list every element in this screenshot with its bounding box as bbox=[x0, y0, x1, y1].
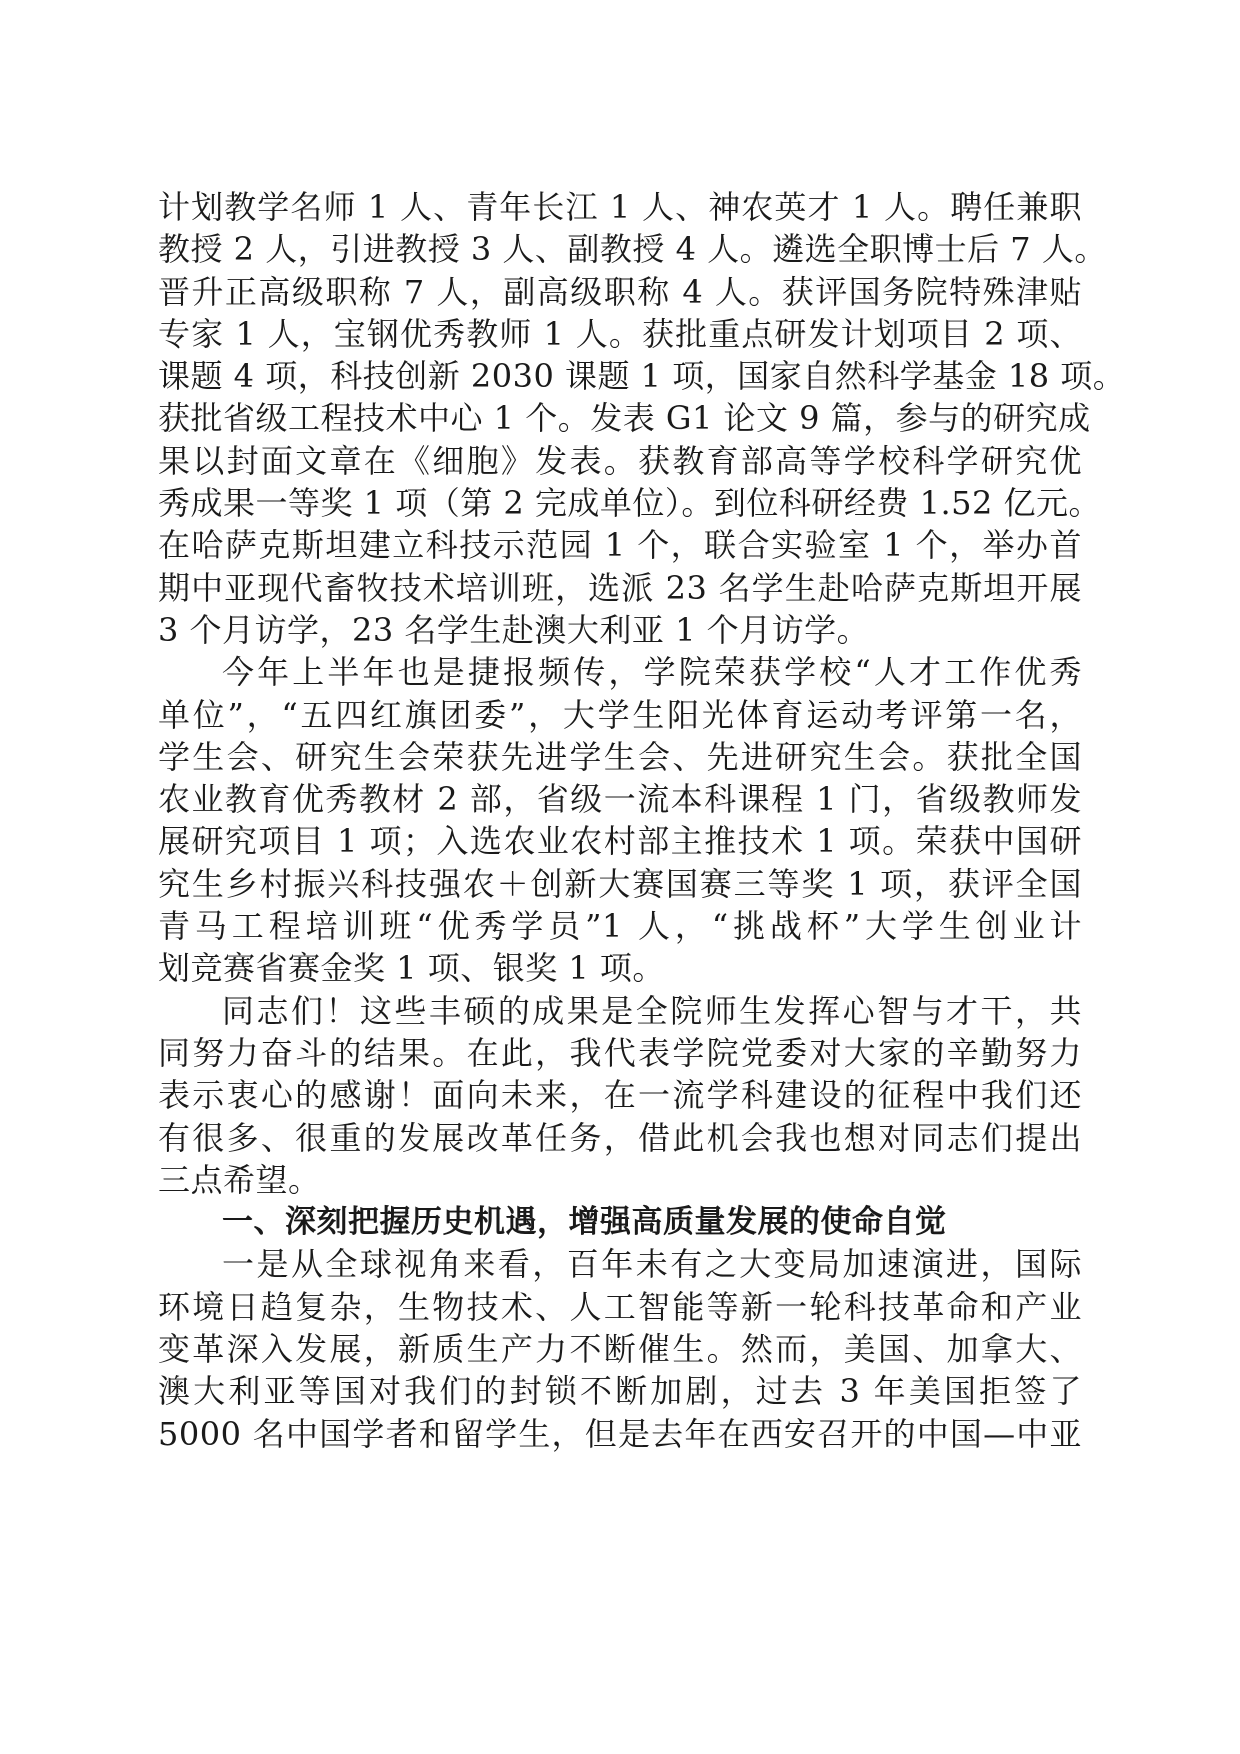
text-line: 3 个月访学，23 名学生赴澳大利亚 1 个月访学。 bbox=[158, 610, 870, 649]
text-line: 展研究项目 1 项；入选农业农村部主推技术 1 项。荣获中国研 bbox=[158, 822, 1082, 861]
text-line: 教授 2 人，引进教授 3 人、副教授 4 人。遴选全职博士后 7 人。 bbox=[158, 230, 1107, 269]
text-line: 一是从全球视角来看，百年未有之大变局加速演进，国际 bbox=[222, 1245, 1082, 1284]
text-line: 环境日趋复杂，生物技术、人工智能等新一轮科技革命和产业 bbox=[158, 1287, 1082, 1326]
text-line: 计划教学名师 1 人、青年长江 1 人、神农英才 1 人。聘任兼职 bbox=[158, 188, 1082, 226]
text-line: 在哈萨克斯坦建立科技示范园 1 个，联合实验室 1 个，举办首 bbox=[158, 526, 1082, 565]
text-line: 专家 1 人，宝钢优秀教师 1 人。获批重点研发计划项目 2 项、 bbox=[158, 314, 1082, 353]
text-line: 学生会、研究生会荣获先进学生会、先进研究生会。获批全国 bbox=[158, 737, 1082, 776]
text-line: 农业教育优秀教材 2 部，省级一流本科课程 1 门，省级教师发 bbox=[158, 780, 1082, 819]
text-line: 期中亚现代畜牧技术培训班，选派 23 名学生赴哈萨克斯坦开展 bbox=[158, 568, 1082, 607]
paragraph-first-half-year bbox=[158, 651, 1082, 989]
text-line: 青马工程培训班“优秀学员”1 人，“挑战杯”大学生创业计 bbox=[158, 907, 1082, 946]
text-line: 同努力奋斗的结果。在此，我代表学院党委对大家的辛勤努力 bbox=[158, 1033, 1082, 1072]
paragraph-achievements-list bbox=[158, 186, 1126, 651]
text-line: 晋升正高级职称 7 人，副高级职称 4 人。获评国务院特殊津贴 bbox=[158, 272, 1082, 311]
text-line: 有很多、很重的发展改革任务，借此机会我也想对同志们提出 bbox=[158, 1118, 1082, 1157]
text-line: 5000 名中国学者和留学生，但是去年在西安召开的中国—中亚 bbox=[158, 1414, 1082, 1453]
paragraph-global-perspective bbox=[158, 1243, 1082, 1454]
text-line: 三点希望。 bbox=[158, 1160, 321, 1199]
text-line: 秀成果一等奖 1 项（第 2 完成单位）。到位科研经费 1.52 亿元。 bbox=[158, 484, 1102, 523]
section-heading: 一、深刻把握历史机遇，增强高质量发展的使命自觉 bbox=[222, 1204, 947, 1241]
text-line: 划竞赛省赛金奖 1 项、银奖 1 项。 bbox=[158, 949, 665, 988]
text-line: 课题 4 项，科技创新 2030 课题 1 项，国家自然科学基金 18 项。 bbox=[158, 357, 1126, 396]
document-page bbox=[158, 186, 1126, 1455]
text-line: 澳大利亚等国对我们的封锁不断加剧，过去 3 年美国拒签了 bbox=[158, 1372, 1082, 1411]
text-line: 单位”，“五四红旗团委”，大学生阳光体育运动考评第一名， bbox=[158, 695, 1082, 734]
paragraph-thanks bbox=[158, 990, 1082, 1201]
text-line: 获批省级工程技术中心 1 个。发表 G1 论文 9 篇，参与的研究成 bbox=[158, 399, 1091, 438]
text-line: 果以封面文章在《细胞》发表。获教育部高等学校科学研究优 bbox=[158, 441, 1082, 480]
text-line: 表示衷心的感谢！面向未来，在一流学科建设的征程中我们还 bbox=[158, 1076, 1082, 1115]
text-line: 变革深入发展，新质生产力不断催生。然而，美国、加拿大、 bbox=[158, 1330, 1082, 1369]
text-line: 今年上半年也是捷报频传，学院荣获学校“人才工作优秀 bbox=[222, 653, 1082, 692]
text-line: 同志们！这些丰硕的成果是全院师生发挥心智与才干，共 bbox=[222, 991, 1082, 1030]
text-line: 究生乡村振兴科技强农＋创新大赛国赛三等奖 1 项，获评全国 bbox=[158, 864, 1082, 903]
